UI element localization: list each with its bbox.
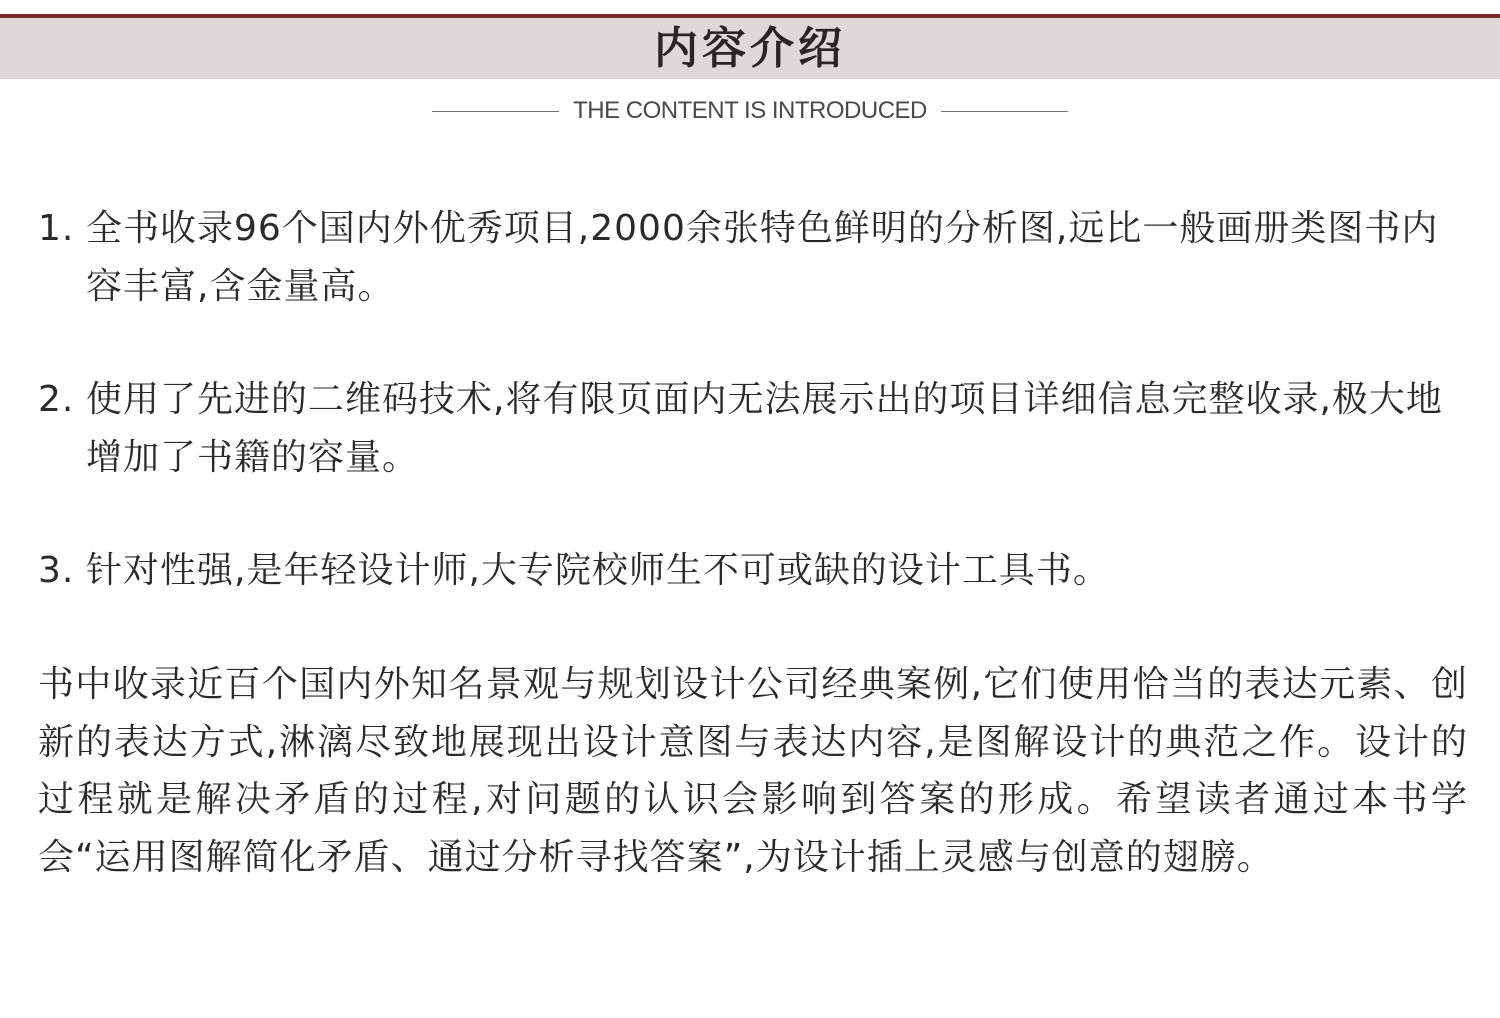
subtitle-row <box>0 96 1500 126</box>
title-band <box>0 18 1500 79</box>
list-item-number: 2. <box>38 379 75 420</box>
list-item-3 <box>38 542 1468 600</box>
page-subtitle: THE CONTENT IS INTRODUCED <box>573 97 927 124</box>
list-item-2 <box>38 371 1468 487</box>
list-item-text: 针对性强,是年轻设计师,大专院校师生不可或缺的设计工具书。 <box>86 550 1110 591</box>
subtitle-left-rule <box>432 111 559 112</box>
list-item-number: 1. <box>38 208 75 249</box>
list-item-text: 使用了先进的二维码技术,将有限页面内无法展示出的项目详细信息完整收录,极大地增加了书籍的容量。 <box>86 379 1443 478</box>
list-item-number: 3. <box>38 550 75 591</box>
list-item-text: 全书收录96个国内外优秀项目,2000余张特色鲜明的分析图,远比一般画册类图书内容丰富,含金量高。 <box>86 208 1439 307</box>
subtitle-right-rule <box>941 111 1068 112</box>
list-item-1 <box>38 200 1468 316</box>
description-paragraph: 书中收录近百个国内外知名景观与规划设计公司经典案例,它们使用恰当的表达元素、创新的表达方式,淋漓尽致地展现出设计意图与表达内容,是图解设计的典范之作。设计的过程就是解决矛盾的过程,对问题的认识会影响到答案的形成。希望读者通过本书学会“运用图解简化矛盾、通过分析寻找答案”,为设计插上灵感与创意的翅膀。 <box>38 664 1468 878</box>
page-title: 内容介绍 <box>654 22 846 74</box>
